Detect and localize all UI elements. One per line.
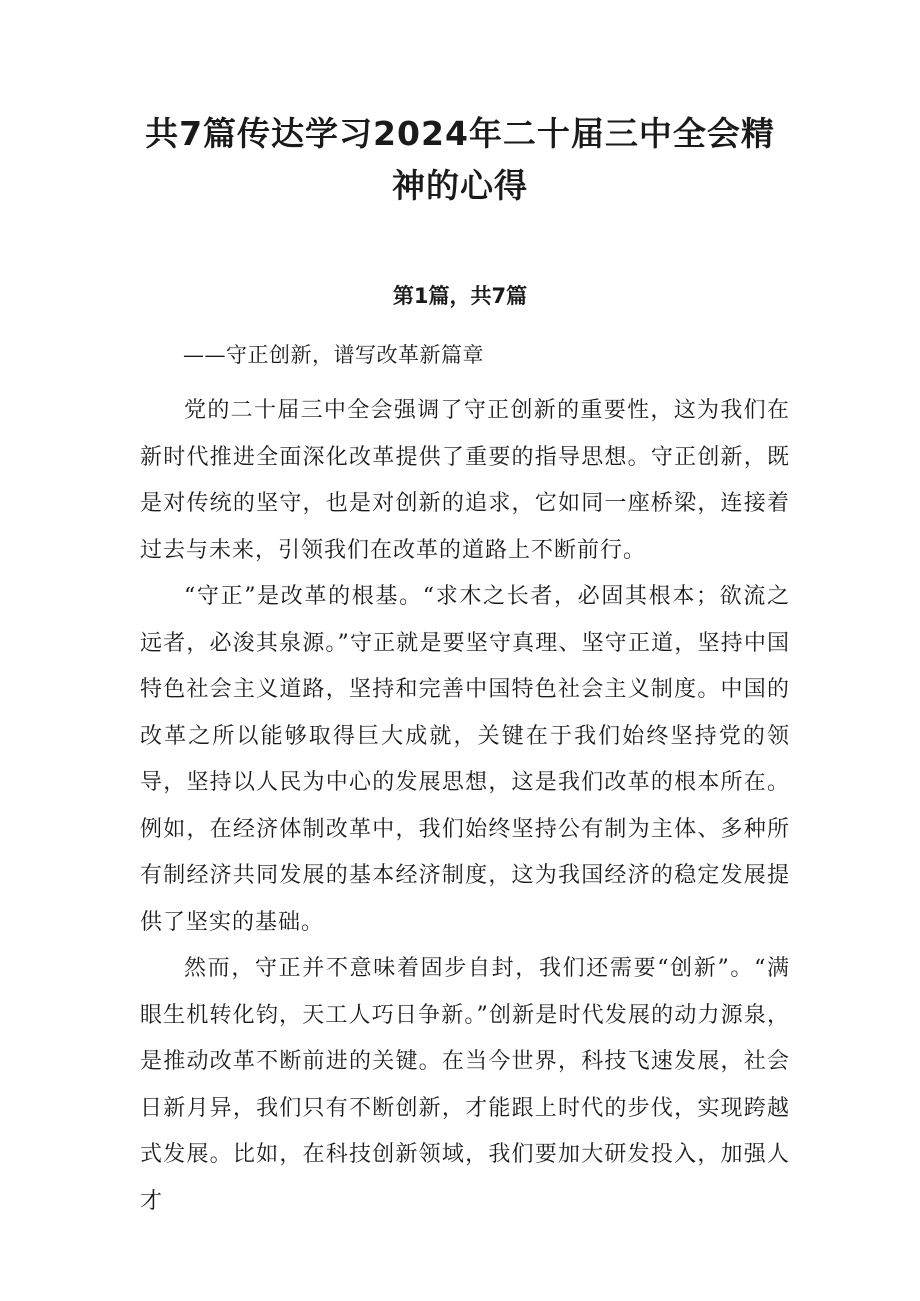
section-heading: 第1篇，共7篇 xyxy=(392,284,528,308)
document-title: 共7篇传达学习2024年二十届三中全会精神的心得 xyxy=(145,114,775,205)
section-subtitle: ——守正创新，谱写改革新篇章 xyxy=(183,343,484,367)
paragraph-1: 党的二十届三中全会强调了守正创新的重要性，这为我们在新时代推进全面深化改革提供了重要的指导思想。守正创新，既是对传统的坚守，也是对创新的追求，它如同一座桥梁，连接着过去与未来，引领我们在改革的道路上不断前行。 xyxy=(140,398,790,563)
paragraph-2: “守正”是改革的根基。“求木之长者，必固其根本；欲流之远者，必浚其泉源。”守正就是要坚守真理、坚守正道，坚持中国特色社会主义道路，坚持和完善中国特色社会主义制度。中国的改革之所以能够取得巨大成就，关键在于我们始终坚持党的领导，坚持以人民为中心的发展思想，这是我们改革的根本所在。例如，在经济体制改革中，我们始终坚持公有制为主体、多种所有制经济共同发展的基本经济制度，这为我国经济的稳定发展提供了坚实的基础。 xyxy=(140,584,790,935)
paragraph-3: 然而，守正并不意味着固步自封，我们还需要“创新”。“满眼生机转化钧，天工人巧日争新。”创新是时代发展的动力源泉，是推动改革不断前进的关键。在当今世界，科技飞速发展，社会日新月异，我们只有不断创新，才能跟上时代的步伐，实现跨越式发展。比如，在科技创新领域，我们要加大研发投入，加强人才 xyxy=(140,956,790,1214)
